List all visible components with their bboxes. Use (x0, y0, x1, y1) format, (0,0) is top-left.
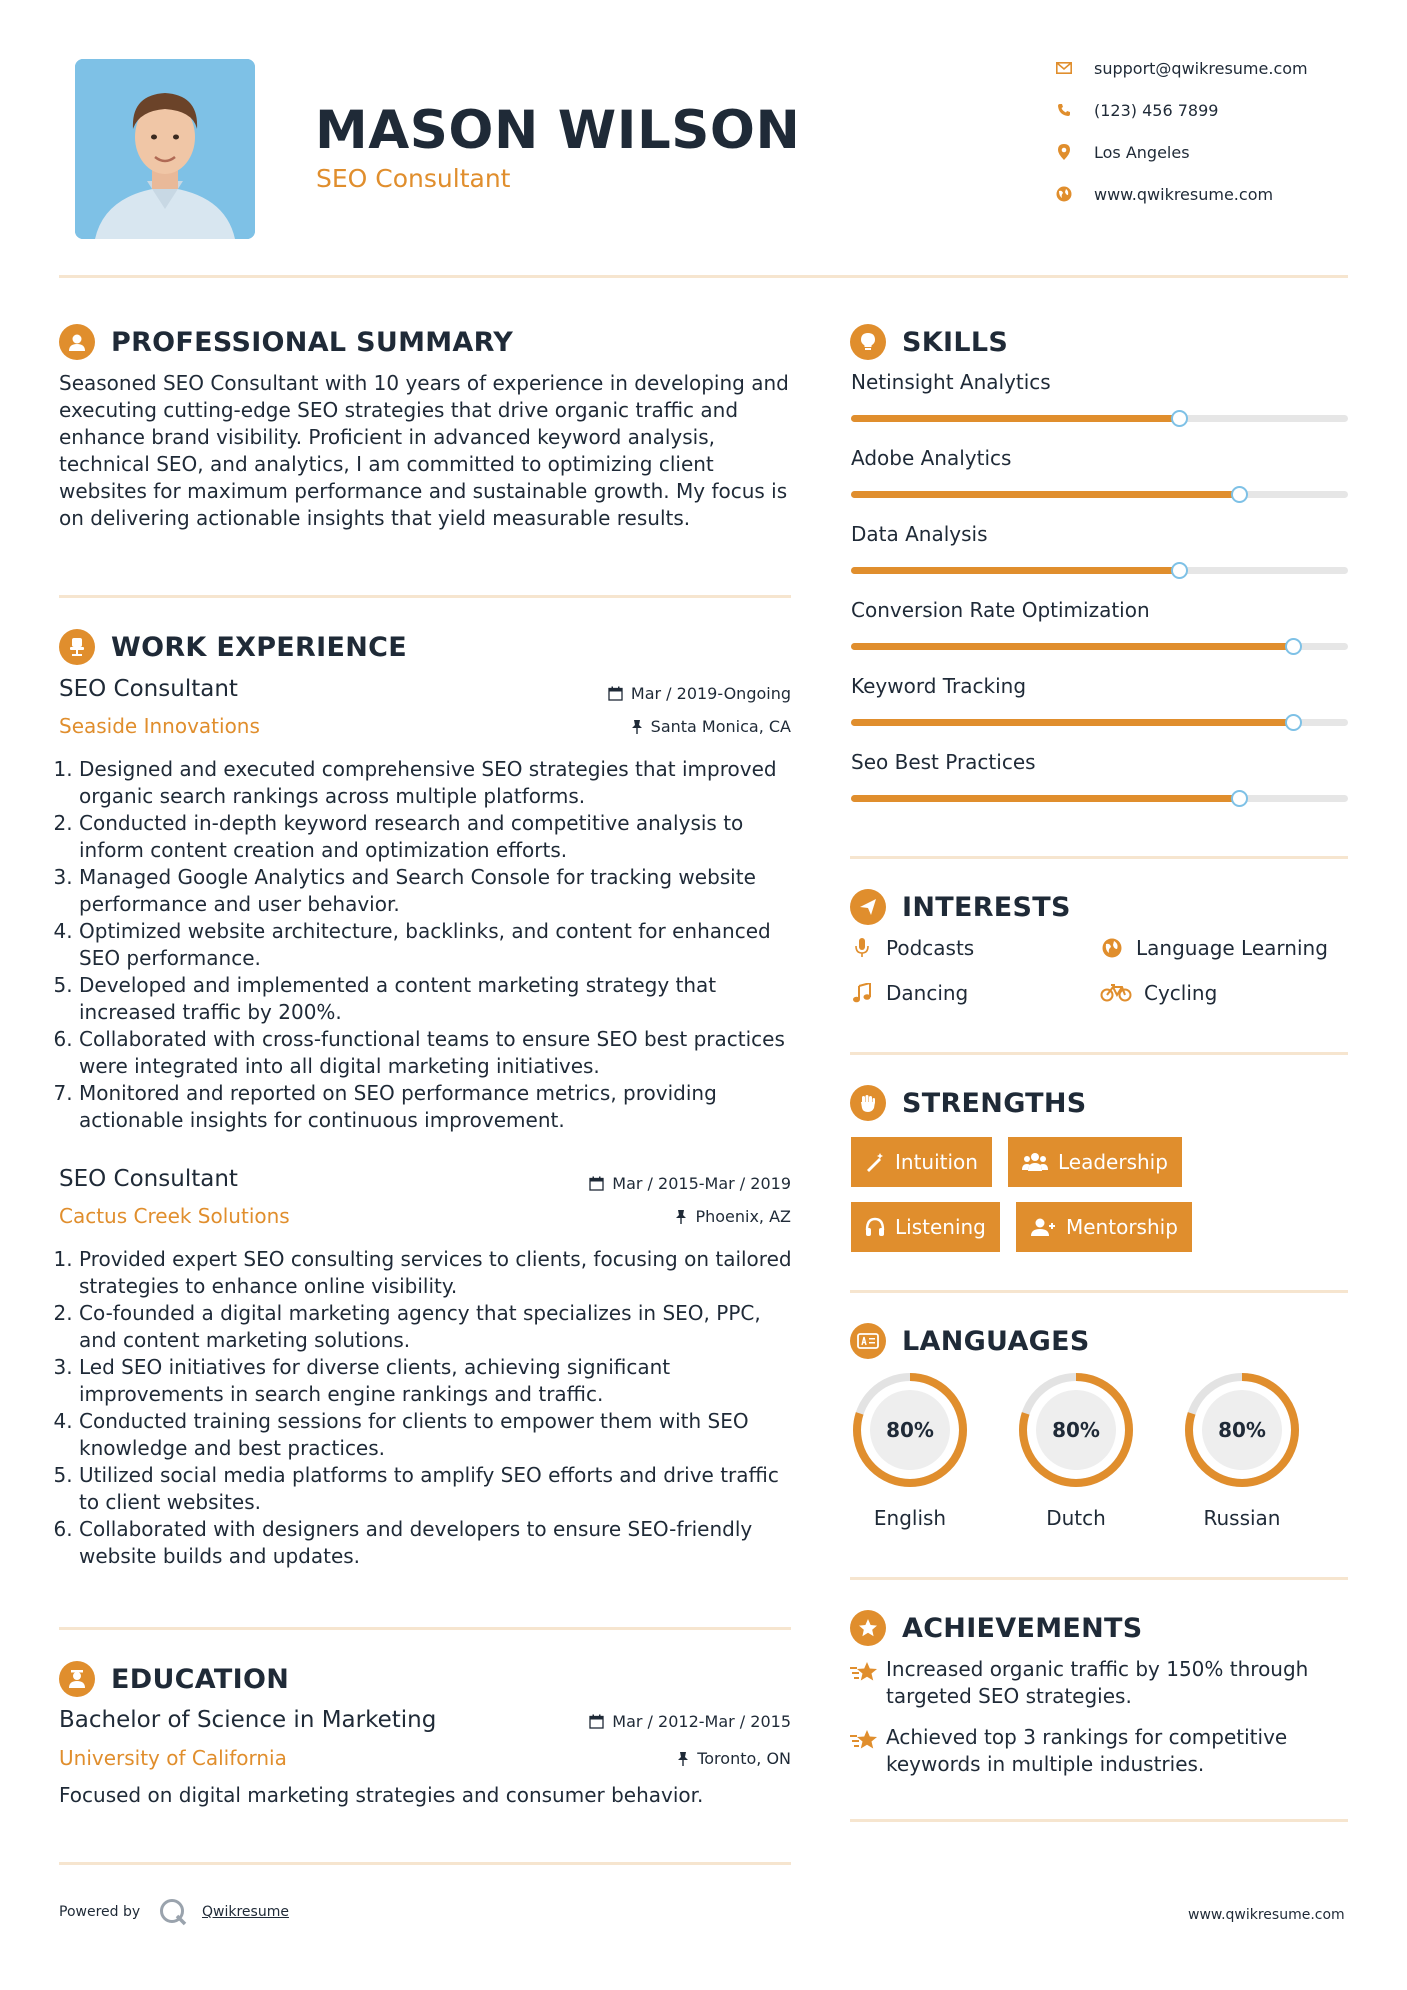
pushpin-icon (677, 1751, 689, 1766)
work-title: WORK EXPERIENCE (111, 631, 407, 663)
job-1-company: Seaside Innovations (59, 714, 260, 738)
strength-leadership (1008, 1137, 1182, 1187)
contact-website-text: www.qwikresume.com (1094, 184, 1274, 204)
education-dates (540, 1712, 791, 1731)
bicycle-icon (1100, 984, 1132, 1002)
envelope-icon (1054, 58, 1074, 78)
skill-bar-knob (1285, 638, 1302, 655)
list-item: 7. Monitored and reported on SEO performance metrics, providing actionable insights for continuous improvement. (79, 1080, 799, 1134)
user-plus-icon (1030, 1217, 1056, 1237)
skill-bar-knob (1285, 714, 1302, 731)
music-note-icon (850, 983, 874, 1003)
qwikresume-link[interactable]: Qwikresume (202, 1904, 289, 1920)
language-percent: 80% (1218, 1418, 1266, 1442)
headphones-icon (865, 1217, 885, 1237)
skill-label: Seo Best Practices (851, 750, 1036, 774)
summary-title: PROFESSIONAL SUMMARY (111, 326, 514, 358)
skill-bar-fill (851, 795, 1239, 802)
strength-label: Intuition (895, 1150, 978, 1174)
fist-icon (850, 1085, 886, 1121)
summary-divider (59, 595, 791, 598)
globe-icon (1100, 938, 1124, 958)
language-name: Dutch (1046, 1506, 1106, 1530)
education-divider (59, 1862, 791, 1865)
job-2-bullets (59, 1246, 799, 1570)
skill-label: Conversion Rate Optimization (851, 598, 1150, 622)
star-icon (850, 1660, 886, 1691)
star-icon (850, 1728, 886, 1759)
skill-bar-fill (851, 491, 1239, 498)
language-ring (850, 1370, 970, 1490)
language-percent: 80% (1052, 1418, 1100, 1442)
candidate-name: MASON WILSON (315, 100, 801, 161)
job-1-dates (540, 684, 791, 703)
job-2-title: SEO Consultant (59, 1166, 238, 1192)
list-item: 3. Managed Google Analytics and Search Console for tracking website performance and user behavior. (79, 864, 799, 918)
education-degree: Bachelor of Science in Marketing (59, 1707, 437, 1733)
strength-label: Listening (895, 1215, 986, 1239)
interests-divider (850, 1052, 1348, 1055)
phone-icon (1054, 100, 1074, 120)
skill-bar (851, 567, 1348, 574)
strength-label: Leadership (1058, 1150, 1168, 1174)
work-heading (59, 629, 407, 665)
calendar-icon (589, 1714, 604, 1729)
interest-label: Language Learning (1136, 936, 1328, 960)
qwikresume-logo-icon (158, 1897, 188, 1931)
contact-email[interactable] (1054, 58, 1308, 78)
pushpin-icon (675, 1209, 687, 1224)
skill-bar (851, 415, 1348, 422)
language-name: Russian (1203, 1506, 1281, 1530)
languages-title: LANGUAGES (902, 1325, 1090, 1357)
list-item: 1. Designed and executed comprehensive SEO strategies that improved organic search rankings across multiple platforms. (79, 756, 799, 810)
user-icon (59, 324, 95, 360)
summary-text: Seasoned SEO Consultant with 10 years of experience in developing and executing cutting-edge SEO strategies that drive organic traffic and enhance brand visibility. Proficient in advanced keyword analysis, technical SEO, and analytics, I am committed to optimizing client websites for maximum performance and sustainable growth. My focus is on delivering actionable insights that yield measurable results. (59, 371, 789, 530)
achievements-divider (850, 1819, 1348, 1822)
skill-bar-fill (851, 719, 1293, 726)
job-1-dates-text: Mar / 2019-Ongoing (630, 684, 791, 703)
job-2-location-text: Phoenix, AZ (695, 1207, 791, 1226)
star-badge-icon (850, 1610, 886, 1646)
skills-heading (850, 324, 1008, 360)
language-name: English (873, 1506, 947, 1530)
list-item: 5. Utilized social media platforms to amplify SEO efforts and drive traffic to client websites. (79, 1462, 799, 1516)
skill-bar-fill (851, 643, 1293, 650)
education-description: Focused on digital marketing strategies and consumer behavior. (59, 1783, 704, 1807)
education-location-text: Toronto, ON (697, 1749, 791, 1768)
skill-bar-knob (1231, 790, 1248, 807)
lightbulb-icon (850, 324, 886, 360)
calendar-icon (589, 1176, 604, 1191)
strength-listening (851, 1202, 1000, 1252)
job-1-location-text: Santa Monica, CA (650, 717, 791, 736)
skill-bar-fill (851, 415, 1179, 422)
group-icon (1022, 1152, 1048, 1172)
job-1-bullets (59, 756, 799, 1134)
globe-icon (1054, 184, 1074, 204)
interest-cycling (1100, 981, 1217, 1005)
work-divider (59, 1627, 791, 1630)
contact-website[interactable] (1054, 184, 1273, 204)
skill-bar (851, 491, 1348, 498)
skill-bar (851, 795, 1348, 802)
paper-plane-icon (850, 889, 886, 925)
skill-bar (851, 643, 1348, 650)
interest-label: Dancing (886, 981, 969, 1005)
profile-photo (75, 59, 255, 239)
skill-label: Netinsight Analytics (851, 370, 1051, 394)
languages-heading (850, 1323, 1090, 1359)
languages-divider (850, 1577, 1348, 1580)
map-pin-icon (1054, 142, 1074, 162)
list-item: 5. Developed and implemented a content marketing strategy that increased traffic by 200%. (79, 972, 799, 1026)
calendar-icon (608, 686, 623, 701)
achievement-item (850, 1656, 1340, 1710)
skill-bar-knob (1171, 562, 1188, 579)
footer-website[interactable]: www.qwikresume.com (1188, 1907, 1345, 1923)
education-dates-text: Mar / 2012-Mar / 2015 (612, 1712, 791, 1731)
job-1-title: SEO Consultant (59, 676, 238, 702)
skill-label: Data Analysis (851, 522, 988, 546)
education-location (540, 1749, 791, 1768)
graduate-icon (59, 1661, 95, 1697)
language-ring (1182, 1370, 1302, 1490)
list-item: 6. Collaborated with designers and developers to ensure SEO-friendly website builds and updates. (79, 1516, 799, 1570)
strengths-divider (850, 1290, 1348, 1293)
contact-location-text: Los Angeles (1094, 142, 1190, 162)
list-item: 3. Led SEO initiatives for diverse clients, achieving significant improvements in search engine rankings and traffic. (79, 1354, 799, 1408)
education-title: EDUCATION (111, 1663, 290, 1695)
list-item: 4. Optimized website architecture, backlinks, and content for enhanced SEO performance. (79, 918, 799, 972)
list-item: 2. Co-founded a digital marketing agency that specializes in SEO, PPC, and content marketing solutions. (79, 1300, 799, 1354)
skill-label: Keyword Tracking (851, 674, 1027, 698)
achievement-item (850, 1724, 1340, 1778)
chair-icon (59, 629, 95, 665)
microphone-icon (850, 938, 874, 958)
magic-wand-icon (865, 1152, 885, 1172)
skills-title: SKILLS (902, 326, 1009, 358)
header-divider (59, 275, 1348, 278)
job-2-dates (540, 1174, 791, 1193)
list-item: 6. Collaborated with cross-functional teams to ensure SEO best practices were integrated into all digital marketing initiatives. (79, 1026, 799, 1080)
summary-heading (59, 324, 513, 360)
candidate-title: SEO Consultant (316, 164, 511, 193)
contact-email-text: support@qwikresume.com (1094, 58, 1308, 78)
powered-by-label: Powered by (59, 1904, 141, 1920)
strengths-heading (850, 1085, 1087, 1121)
education-heading (59, 1661, 289, 1697)
job-2-dates-text: Mar / 2015-Mar / 2019 (612, 1174, 791, 1193)
job-2-company: Cactus Creek Solutions (59, 1204, 290, 1228)
achievement-text: Achieved top 3 rankings for competitive keywords in multiple industries. (886, 1725, 1288, 1776)
skill-bar-fill (851, 567, 1179, 574)
achievement-text: Increased organic traffic by 150% through targeted SEO strategies. (886, 1657, 1309, 1708)
skill-bar-knob (1231, 486, 1248, 503)
strength-mentorship (1016, 1202, 1192, 1252)
list-item: 4. Conducted training sessions for clients to empower them with SEO knowledge and best practices. (79, 1408, 799, 1462)
contact-phone-text: (123) 456 7899 (1094, 100, 1219, 120)
skill-bar-knob (1171, 410, 1188, 427)
interest-podcasts (850, 936, 974, 960)
interests-title: INTERESTS (902, 891, 1071, 923)
contact-location (1054, 142, 1190, 162)
language-percent: 80% (886, 1418, 934, 1442)
strength-intuition (851, 1137, 992, 1187)
interest-dancing (850, 981, 968, 1005)
list-item: 1. Provided expert SEO consulting services to clients, focusing on tailored strategies to enhance online visibility. (79, 1246, 799, 1300)
contact-phone[interactable] (1054, 100, 1218, 120)
list-item: 2. Conducted in-depth keyword research and competitive analysis to inform content creation and optimization efforts. (79, 810, 799, 864)
language-ring (1016, 1370, 1136, 1490)
achievements-title: ACHIEVEMENTS (902, 1612, 1143, 1644)
skill-bar (851, 719, 1348, 726)
pushpin-icon (631, 719, 643, 734)
job-2-location (540, 1207, 791, 1226)
skill-label: Adobe Analytics (851, 446, 1012, 470)
education-school: University of California (59, 1746, 287, 1770)
language-icon (850, 1323, 886, 1359)
achievements-heading (850, 1610, 1143, 1646)
interest-language-learning (1100, 936, 1328, 960)
strength-label: Mentorship (1066, 1215, 1178, 1239)
interest-label: Cycling (1144, 981, 1218, 1005)
skills-divider (850, 856, 1348, 859)
interests-heading (850, 889, 1071, 925)
job-1-location (540, 717, 791, 736)
interest-label: Podcasts (886, 936, 975, 960)
strengths-title: STRENGTHS (902, 1087, 1087, 1119)
